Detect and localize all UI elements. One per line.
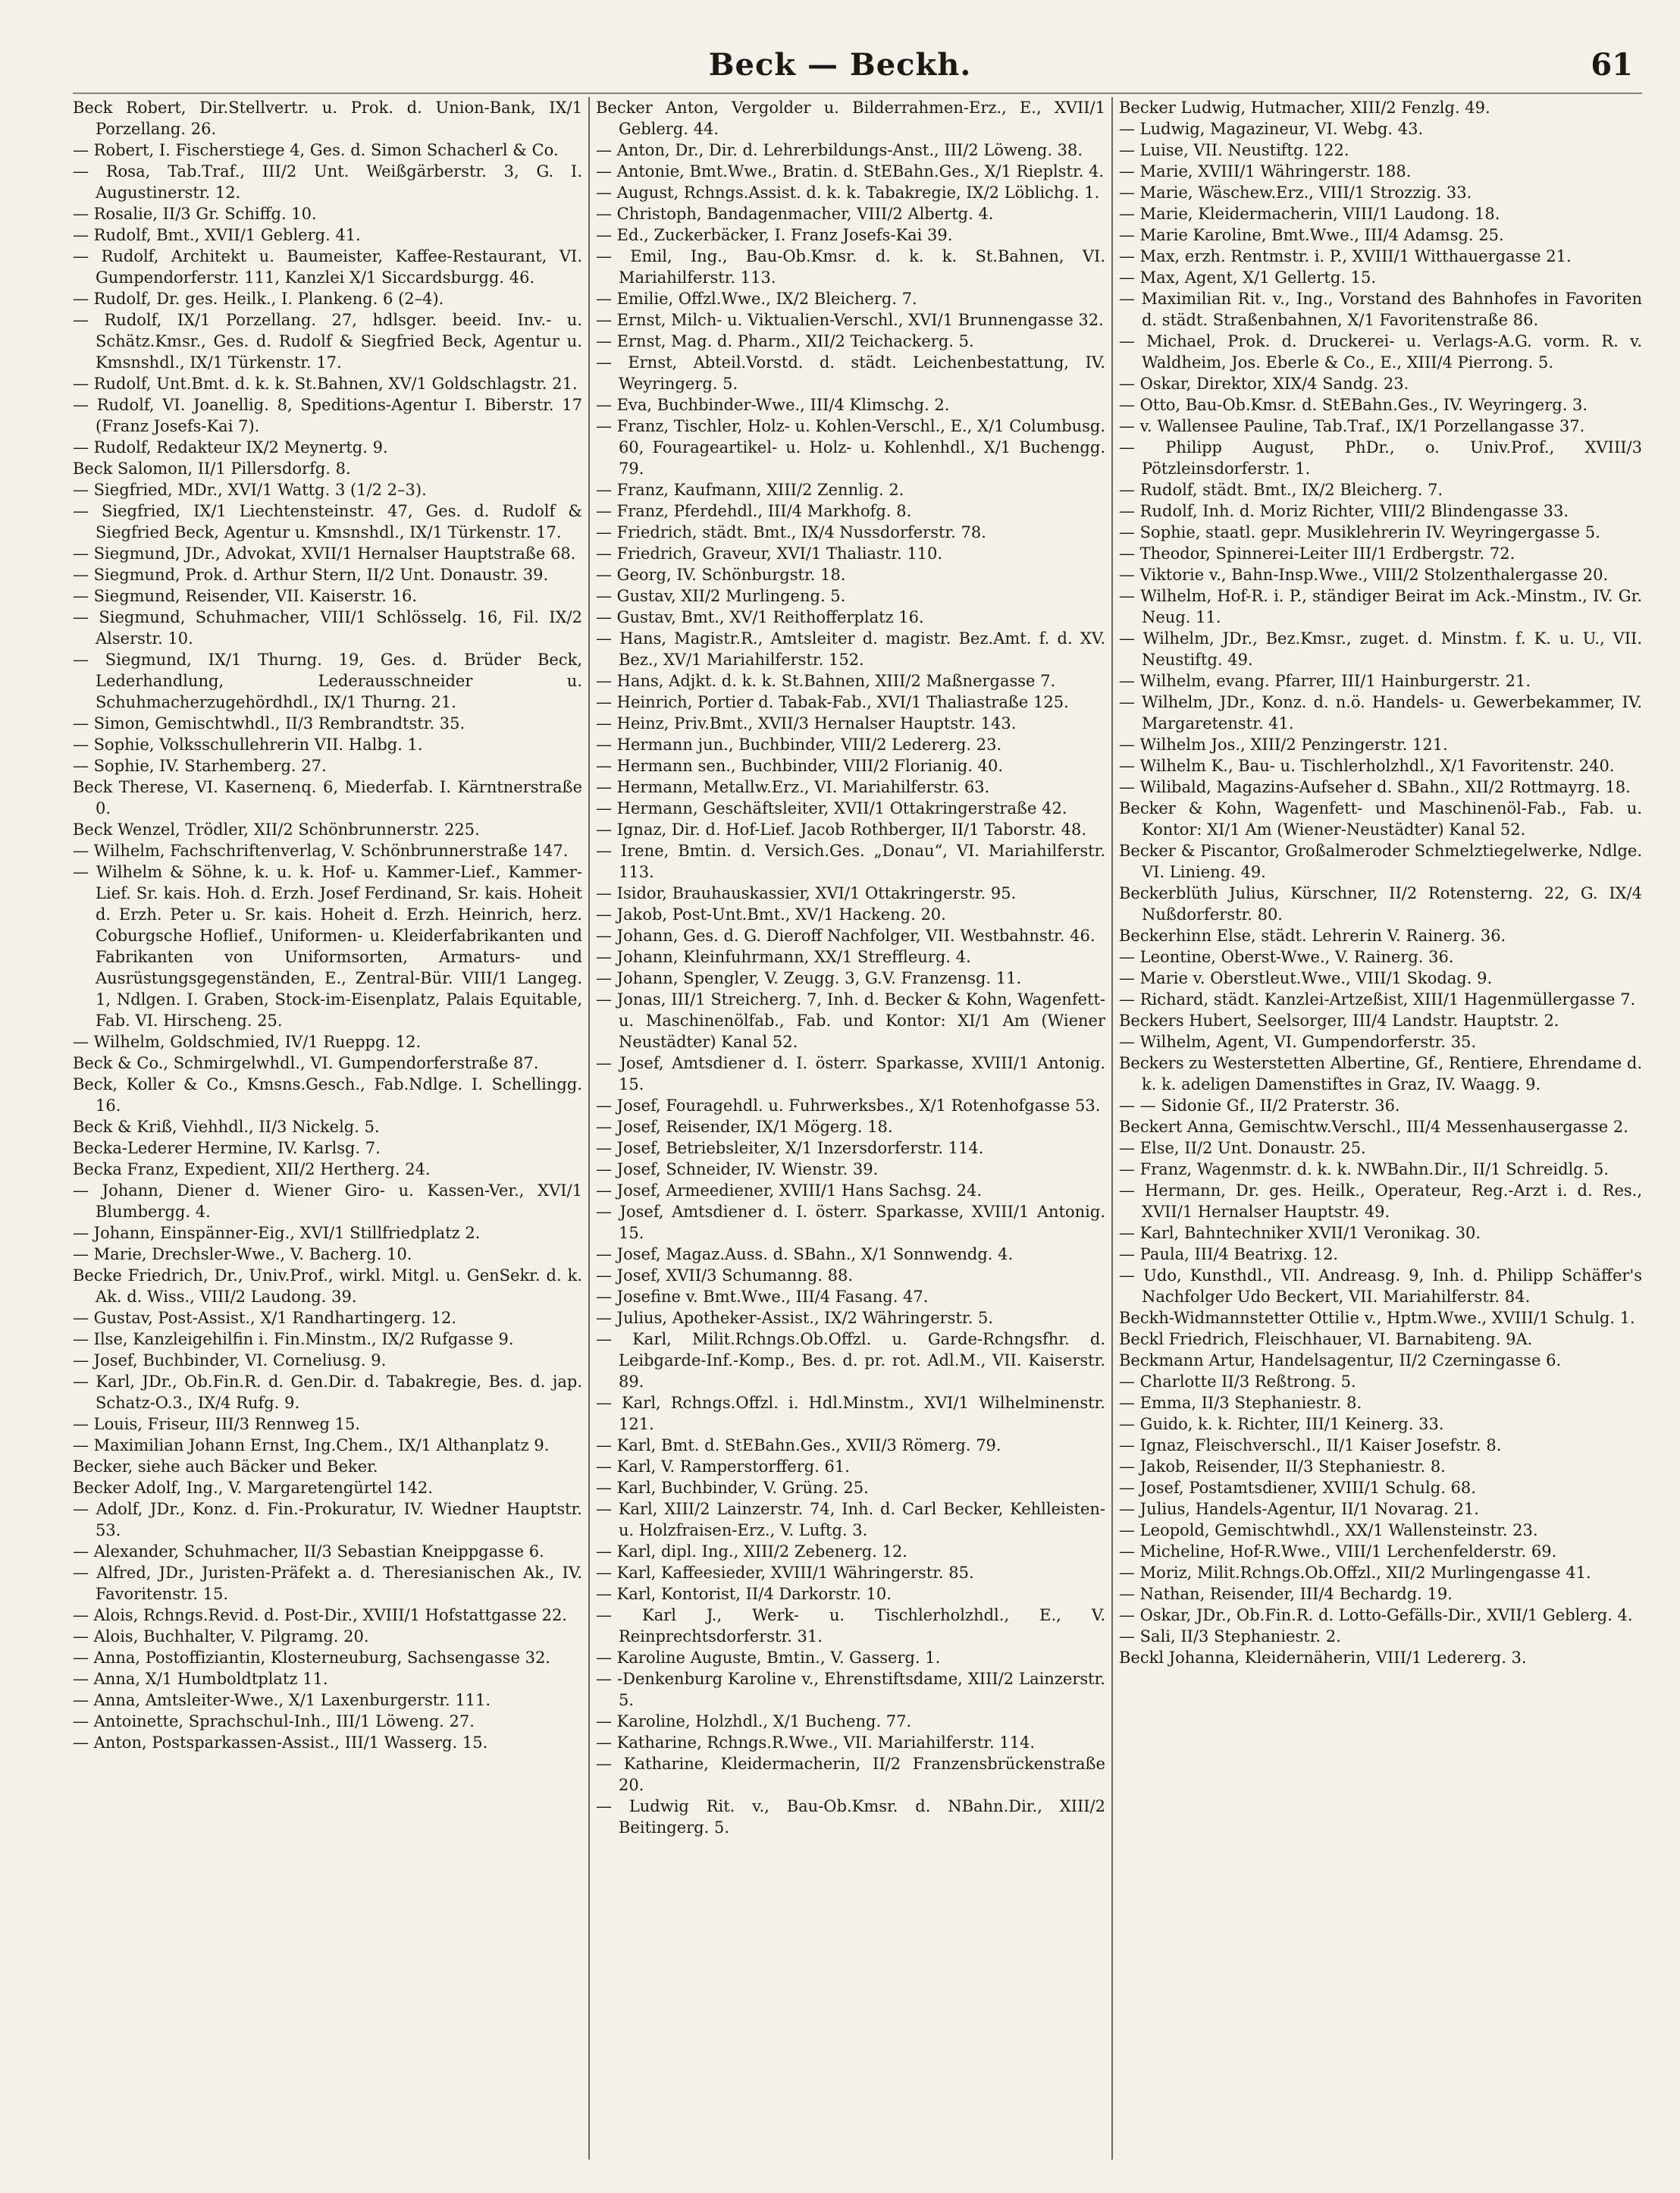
directory-entry: — Julius, Apotheker-Assist., IX/2 Währingerstr. 5. [596, 1309, 993, 1327]
directory-entry: — Otto, Bau-Ob.Kmsr. d. StEBahn.Ges., IV. Weyringerg. 3. [1119, 396, 1588, 414]
directory-entry: Beck Therese, VI. Kasernenq. 6, Miederfab. I. Kärntnerstraße 0. [73, 778, 582, 817]
directory-entry: Beck, Koller & Co., Kmsns.Gesch., Fab.Ndlge. I. Schellingg. 16. [73, 1075, 582, 1115]
directory-entry: — Charlotte II/3 Reßtrong. 5. [1119, 1373, 1356, 1391]
directory-entry: — Anna, Amtsleiter-Wwe., X/1 Laxenburgerstr. 111. [73, 1691, 491, 1709]
directory-entry: — Wilhelm, Hof-R. i. P., ständiger Beirat im Ack.-Minstm., IV. Gr. Neug. 11. [1119, 587, 1642, 626]
directory-entry: — Max, erzh. Rentmstr. i. P., XVIII/1 Witthauergasse 21. [1119, 247, 1572, 265]
directory-entry: — Johann, Spengler, V. Zeugg. 3, G.V. Franzensg. 11. [596, 969, 1022, 987]
directory-entry: Becker & Kohn, Wagenfett- und Maschinenöl-Fab., Fab. u. Kontor: XI/1 Am (Wiener-Neustädter) Kanal 52. [1119, 799, 1642, 839]
directory-entry: Becker Ludwig, Hutmacher, XIII/2 Fenzlg. 49. [1119, 99, 1490, 117]
directory-entry: — Leopold, Gemischtwhdl., XX/1 Wallensteinstr. 23. [1119, 1521, 1538, 1539]
directory-entry: — Louis, Friseur, III/3 Rennweg 15. [73, 1415, 360, 1433]
directory-entry: — Siegmund, Reisender, VII. Kaiserstr. 16. [73, 587, 418, 605]
directory-entry: — Wilhelm & Söhne, k. u. k. Hof- u. Kammer-Lief., Kammer-Lief. Sr. kais. Hoh. d. Erzh. Josef Ferdinand, Sr. kais. Hoheit d. Erzh. Peter u. Sr. kais. Hoheit d. Erzh. Heinrich, herz. Coburgsche Hoflief., Uniformen- u. Kleiderfabrikanten und Fabrikanten von Uniformsorten, Armaturs- und Ausrüstungsgegenständen, E., Zentral-Bür. VIII/1 Langeg. 1, Ndlgen. I. Graben, Stock-im-Eisenplatz, Palais Equitable, Fab. VI. Hirscheng. 25. [73, 863, 582, 1030]
directory-entry: Beck & Co., Schmirgelwhdl., VI. Gumpendorferstraße 87. [73, 1054, 539, 1072]
directory-entry: — Heinz, Priv.Bmt., XVII/3 Hernalser Hauptstr. 143. [596, 714, 1017, 733]
directory-entry: — Ludwig Rit. v., Bau-Ob.Kmsr. d. NBahn.Dir., XIII/2 Beitingerg. 5. [596, 1797, 1105, 1837]
directory-entry: — Emma, II/3 Stephaniestr. 8. [1119, 1394, 1362, 1412]
directory-entry: — Josef, Schneider, IV. Wienstr. 39. [596, 1160, 879, 1178]
directory-entry: — Gustav, Post-Assist., X/1 Randhartingerg. 12. [73, 1309, 457, 1327]
directory-entry: — Josef, Amtsdiener d. I. österr. Sparkasse, XVIII/1 Antonig. 15. [596, 1054, 1105, 1093]
directory-entry: — Luise, VII. Neustiftg. 122. [1119, 141, 1349, 159]
directory-entry: — Siegfried, MDr., XVI/1 Wattg. 3 (1/2 2–3). [73, 481, 427, 499]
column-3 [1119, 97, 1642, 2175]
directory-entry: — August, Rchngs.Assist. d. k. k. Tabakregie, IX/2 Löblichg. 1. [596, 184, 1100, 202]
directory-entry: — Josef, Reisender, IX/1 Mögerg. 18. [596, 1118, 893, 1136]
directory-entry: — Josef, Betriebsleiter, X/1 Inzersdorferstr. 114. [596, 1139, 984, 1157]
directory-entry: — Marie, Wäschew.Erz., VIII/1 Strozzig. 33. [1119, 184, 1472, 202]
directory-entry: — Ernst, Abteil.Vorstd. d. städt. Leichenbestattung, IV. Weyringerg. 5. [596, 353, 1105, 393]
directory-entry: — Anna, Postoffiziantin, Klosterneuburg, Sachsengasse 32. [73, 1649, 550, 1667]
directory-entry: — Ernst, Milch- u. Viktualien-Verschl., XVI/1 Brunnengasse 32. [596, 311, 1104, 329]
directory-entry: — Jonas, III/1 Streicherg. 7, Inh. d. Becker & Kohn, Wagenfett- u. Maschinenölfab., Fab. und Kontor: XI/1 Am (Wiener Neustädter) Kanal 52. [596, 990, 1105, 1051]
directory-entry: — Wilibald, Magazins-Aufseher d. SBahn., XII/2 Rottmayrg. 18. [1119, 778, 1631, 796]
directory-entry: — Anton, Postsparkassen-Assist., III/1 Wasserg. 15. [73, 1733, 488, 1752]
directory-entry: — Ludwig, Magazineur, VI. Webg. 43. [1119, 120, 1424, 138]
directory-entry: — Hermann, Metallw.Erz., VI. Mariahilferstr. 63. [596, 778, 990, 796]
directory-entry: — Josef, Postamtsdiener, XVIII/1 Schulg. 68. [1119, 1479, 1476, 1497]
directory-entry: — Rudolf, Unt.Bmt. d. k. k. St.Bahnen, XV/1 Goldschlagstr. 21. [73, 375, 578, 393]
directory-entry: — Wilhelm K., Bau- u. Tischlerholzhdl., X/1 Favoritenstr. 240. [1119, 757, 1615, 775]
directory-entry: — Hermann jun., Buchbinder, VIII/2 Ledererg. 23. [596, 736, 1002, 754]
directory-entry: — Anton, Dr., Dir. d. Lehrerbildungs-Anst., III/2 Löweng. 38. [596, 141, 1083, 159]
directory-entry: — Johann, Ges. d. G. Dieroff Nachfolger, VII. Westbahnstr. 46. [596, 927, 1095, 945]
directory-entry: — Jakob, Reisender, II/3 Stephaniestr. 8. [1119, 1457, 1446, 1476]
column-2 [596, 97, 1105, 2175]
directory-entry: — Ilse, Kanzleigehilfin i. Fin.Minstm., IX/2 Rufgasse 9. [73, 1330, 514, 1348]
directory-entry: — Moriz, Milit.Rchngs.Ob.Offzl., XII/2 Murlingengasse 41. [1119, 1564, 1591, 1582]
directory-entry: — Maximilian Johann Ernst, Ing.Chem., IX/1 Althanplatz 9. [73, 1436, 550, 1454]
directory-entry: Beck Wenzel, Trödler, XII/2 Schönbrunnerstr. 225. [73, 820, 480, 839]
column-divider [588, 97, 590, 2160]
directory-entry: — Rudolf, städt. Bmt., IX/2 Bleicherg. 7. [1119, 481, 1443, 499]
directory-entry: — Wilhelm Jos., XIII/2 Penzingerstr. 121. [1119, 736, 1448, 754]
directory-entry: — Josef, XVII/3 Schumanng. 88. [596, 1266, 854, 1285]
page-title: Beck — Beckh. [708, 47, 972, 83]
directory-entry: Beckert Anna, Gemischtw.Verschl., III/4 Messenhausergasse 2. [1119, 1118, 1628, 1136]
directory-entry: — Rudolf, Architekt u. Baumeister, Kaffee-Restaurant, VI. Gumpendorferstr. 111, Kanzlei X/1 Siccardsburgg. 46. [73, 247, 582, 287]
directory-entry: — Franz, Kaufmann, XIII/2 Zennlig. 2. [596, 481, 904, 499]
directory-entry: — Josef, Magaz.Auss. d. SBahn., X/1 Sonnwendg. 4. [596, 1245, 1014, 1263]
directory-entry: — Viktorie v., Bahn-Insp.Wwe., VIII/2 Stolzenthalergasse 20. [1119, 566, 1609, 584]
directory-entry: — Marie Karoline, Bmt.Wwe., III/4 Adamsg. 25. [1119, 226, 1504, 244]
directory-entry: — Emilie, Offzl.Wwe., IX/2 Bleicherg. 7. [596, 290, 917, 308]
directory-entry: — — Sidonie Gf., II/2 Praterstr. 36. [1119, 1096, 1400, 1115]
directory-entry: Beckh-Widmannstetter Ottilie v., Hptm.Wwe., XVIII/1 Schulg. 1. [1119, 1309, 1635, 1327]
directory-entry: — Wilhelm, evang. Pfarrer, III/1 Hainburgerstr. 21. [1119, 672, 1531, 690]
directory-entry: — Hans, Adjkt. d. k. k. St.Bahnen, XIII/2 Maßnergasse 7. [596, 672, 1056, 690]
directory-entry: — Irene, Bmtin. d. Versich.Ges. „Donau“, VI. Mariahilferstr. 113. [596, 842, 1105, 881]
directory-entry: Becker Anton, Vergolder u. Bilderrahmen-Erz., E., XVII/1 Geblerg. 44. [596, 99, 1105, 138]
directory-entry: — Gustav, Bmt., XV/1 Reithofferplatz 16. [596, 608, 924, 626]
page-number: 61 [1591, 47, 1633, 83]
directory-entry: — Josef, Armeediener, XVIII/1 Hans Sachsg. 24. [596, 1181, 982, 1200]
directory-entry: Beck Salomon, II/1 Pillersdorfg. 8. [73, 460, 351, 478]
directory-entry: — Leontine, Oberst-Wwe., V. Rainerg. 36. [1119, 948, 1454, 966]
directory-entry: — Isidor, Brauhauskassier, XVI/1 Ottakringerstr. 95. [596, 884, 1017, 902]
directory-entry: — Hermann sen., Buchbinder, VIII/2 Florianig. 40. [596, 757, 1004, 775]
directory-entry: — Siegmund, Schuhmacher, VIII/1 Schlösselg. 16, Fil. IX/2 Alserstr. 10. [73, 608, 582, 648]
directory-entry: Beckers Hubert, Seelsorger, III/4 Landstr. Hauptstr. 2. [1119, 1012, 1559, 1030]
directory-entry: — Josef, Fouragehdl. u. Fuhrwerksbes., X/1 Rotenhofgasse 53. [596, 1096, 1101, 1115]
directory-entry: — Guido, k. k. Richter, III/1 Keinerg. 33. [1119, 1415, 1444, 1433]
directory-entry: — Rudolf, Inh. d. Moriz Richter, VIII/2 Blindengasse 33. [1119, 502, 1569, 520]
directory-entry: — Alfred, JDr., Juristen-Präfekt a. d. Theresianischen Ak., IV. Favoritenstr. 15. [73, 1564, 582, 1603]
directory-entry: Becka-Lederer Hermine, IV. Karlsg. 7. [73, 1139, 381, 1157]
directory-entry: — Johann, Kleinfuhrmann, XX/1 Streffleurg. 4. [596, 948, 971, 966]
directory-entry: — Gustav, XII/2 Murlingeng. 5. [596, 587, 846, 605]
directory-entry: — Josefine v. Bmt.Wwe., III/4 Fasang. 47. [596, 1288, 929, 1306]
directory-entry: — Siegfried, IX/1 Liechtensteinstr. 47, Ges. d. Rudolf & Siegfried Beck, Agentur u. Kmsnshdl., IX/1 Türkenstr. 17. [73, 502, 582, 541]
directory-entry: — Robert, I. Fischerstiege 4, Ges. d. Simon Schacherl & Co. [73, 141, 559, 159]
directory-entry: — v. Wallensee Pauline, Tab.Traf., IX/1 Porzellangasse 37. [1119, 417, 1585, 435]
directory-entry: — Antonie, Bmt.Wwe., Bratin. d. StEBahn.Ges., X/1 Rieplstr. 4. [596, 162, 1105, 180]
directory-entry: Becka Franz, Expedient, XII/2 Hertherg. 24. [73, 1160, 431, 1178]
directory-entry: — Karl, Kontorist, II/4 Darkorstr. 10. [596, 1585, 892, 1603]
directory-entry: — Jakob, Post-Unt.Bmt., XV/1 Hackeng. 20. [596, 905, 946, 924]
directory-entry: Beckl Friedrich, Fleischhauer, VI. Barnabiteng. 9A. [1119, 1330, 1533, 1348]
directory-entry: — Karl, V. Ramperstorfferg. 61. [596, 1457, 850, 1476]
directory-entry: — Siegmund, JDr., Advokat, XVII/1 Hernalser Hauptstraße 68. [73, 544, 576, 563]
directory-entry: — Paula, III/4 Beatrixg. 12. [1119, 1245, 1339, 1263]
running-head [0, 44, 1680, 89]
directory-entry: — Johann, Einspänner-Eig., XVI/1 Stillfriedplatz 2. [73, 1224, 481, 1242]
directory-entry: — Ed., Zuckerbäcker, I. Franz Josefs-Kai 39. [596, 226, 953, 244]
directory-entry: — Julius, Handels-Agentur, II/1 Novarag. 21. [1119, 1500, 1479, 1518]
directory-entry: — Karl J., Werk- u. Tischlerholzhdl., E., V. Reinprechtsdorferstr. 31. [596, 1606, 1105, 1646]
directory-entry: — Alexander, Schuhmacher, II/3 Sebastian Kneippgasse 6. [73, 1542, 544, 1561]
directory-entry: — Wilhelm, JDr., Bez.Kmsr., zuget. d. Minstm. f. K. u. U., VII. Neustiftg. 49. [1119, 629, 1642, 669]
directory-entry: — Rudolf, Bmt., XVII/1 Geblerg. 41. [73, 226, 361, 244]
directory-entry: — Karl, Kaffeesieder, XVIII/1 Währingerstr. 85. [596, 1564, 974, 1582]
directory-entry: — Katharine, Kleidermacherin, II/2 Franzensbrückenstraße 20. [596, 1755, 1105, 1794]
directory-entry: — Marie, Kleidermacherin, VIII/1 Laudong. 18. [1119, 205, 1500, 223]
column-1 [73, 97, 582, 2175]
directory-entry: — Richard, städt. Kanzlei-Artzeßist, XIII/1 Hagenmüllergasse 7. [1119, 990, 1636, 1009]
directory-entry: — Josef, Buchbinder, VI. Corneliusg. 9. [73, 1351, 387, 1369]
directory-entry: — Sali, II/3 Stephaniestr. 2. [1119, 1627, 1341, 1646]
directory-entry: — Wilhelm, Agent, VI. Gumpendorferstr. 35. [1119, 1033, 1477, 1051]
directory-entry: — Ignaz, Fleischverschl., II/1 Kaiser Josefstr. 8. [1119, 1436, 1502, 1454]
directory-entry: Beckerhinn Else, städt. Lehrerin V. Rainerg. 36. [1119, 927, 1506, 945]
directory-entry: — Oskar, Direktor, XIX/4 Sandg. 23. [1119, 375, 1409, 393]
directory-entry: — Georg, IV. Schönburgstr. 18. [596, 566, 846, 584]
directory-entry: — Wilhelm, JDr., Konz. d. n.ö. Handels- u. Gewerbekammer, IV. Margaretenstr. 41. [1119, 693, 1642, 733]
directory-entry: — Anna, X/1 Humboldtplatz 11. [73, 1670, 328, 1688]
directory-entry: — Rudolf, Redakteur IX/2 Meynertg. 9. [73, 438, 388, 456]
directory-entry: — Philipp August, PhDr., o. Univ.Prof., XVIII/3 Pötzleinsdorferstr. 1. [1119, 438, 1642, 478]
directory-entry: — Marie, Drechsler-Wwe., V. Bacherg. 10. [73, 1245, 412, 1263]
directory-entry: — Christoph, Bandagenmacher, VIII/2 Albertg. 4. [596, 205, 994, 223]
directory-entry: — Katharine, Rchngs.R.Wwe., VII. Mariahilferstr. 114. [596, 1733, 1036, 1752]
directory-entry: — Heinrich, Portier d. Tabak-Fab., XVI/1 Thaliastraße 125. [596, 693, 1069, 711]
directory-entry: — Sophie, Volksschullehrerin VII. Halbg. 1. [73, 736, 423, 754]
directory-entry: — Sophie, staatl. gepr. Musiklehrerin IV. Weyringergasse 5. [1119, 523, 1600, 541]
directory-entry: Beck Robert, Dir.Stellvertr. u. Prok. d. Union-Bank, IX/1 Porzellang. 26. [73, 99, 582, 138]
directory-entry: Beckers zu Westerstetten Albertine, Gf., Rentiere, Ehrendame d. k. k. adeligen Damenstiftes in Graz, IV. Waagg. 9. [1119, 1054, 1642, 1093]
directory-entry: — Franz, Pferdehdl., III/4 Markhofg. 8. [596, 502, 912, 520]
directory-entry: Becker Adolf, Ing., V. Margaretengürtel 142. [73, 1479, 433, 1497]
directory-entry: — Siegmund, IX/1 Thurng. 19, Ges. d. Brüder Beck, Lederhandlung, Lederausschneider u. Schuhmacherzugehördhdl., IX/1 Thurng. 21. [73, 651, 582, 711]
directory-entry: Becker, siehe auch Bäcker und Beker. [73, 1457, 378, 1476]
directory-entry: — Karl, Buchbinder, V. Grüng. 25. [596, 1479, 869, 1497]
directory-entry: — Karl, Milit.Rchngs.Ob.Offzl. u. Garde-Rchngsfhr. d. Leibgarde-Inf.-Komp., Bes. d. pr. rot. Adl.M., VII. Kaiserstr. 89. [596, 1330, 1105, 1391]
directory-entry: — Sophie, IV. Starhemberg. 27. [73, 757, 327, 775]
directory-entry: — Karl, Rchngs.Offzl. i. Hdl.Minstm., XVI/1 Wilhelminenstr. 121. [596, 1394, 1105, 1433]
directory-entry: — Rosa, Tab.Traf., III/2 Unt. Weißgärberstr. 3, G. I. Augustinerstr. 12. [73, 162, 582, 202]
directory-entry: — Ernst, Mag. d. Pharm., XII/2 Teichackerg. 5. [596, 332, 974, 350]
directory-entry: — Else, II/2 Unt. Donaustr. 25. [1119, 1139, 1366, 1157]
directory-entry: — Wilhelm, Fachschriftenverlag, V. Schönbrunnerstraße 147. [73, 842, 569, 860]
directory-entry: — Theodor, Spinnerei-Leiter III/1 Erdbergstr. 72. [1119, 544, 1515, 563]
directory-entry: — Antoinette, Sprachschul-Inh., III/1 Löweng. 27. [73, 1712, 475, 1730]
directory-entry: — Wilhelm, Goldschmied, IV/1 Rueppg. 12. [73, 1033, 422, 1051]
directory-entry: — Karl, Bahntechniker XVII/1 Veronikag. 30. [1119, 1224, 1481, 1242]
directory-entry: — Johann, Diener d. Wiener Giro- u. Kassen-Ver., XVI/1 Blumbergg. 4. [73, 1181, 582, 1221]
directory-entry: — Karl, JDr., Ob.Fin.R. d. Gen.Dir. d. Tabakregie, Bes. d. jap. Schatz-O.3., IX/4 Rufg. 9. [73, 1373, 582, 1412]
directory-entry: — Karoline, Holzhdl., X/1 Bucheng. 77. [596, 1712, 912, 1730]
directory-entry: — Friedrich, städt. Bmt., IX/4 Nussdorferstr. 78. [596, 523, 986, 541]
directory-entry: — Karl, XIII/2 Lainzerstr. 74, Inh. d. Carl Becker, Kehlleisten- u. Holzfraisen-Erz., V. Luftg. 3. [596, 1500, 1105, 1539]
directory-entry: Beck & Kriß, Viehhdl., II/3 Nickelg. 5. [73, 1118, 380, 1136]
directory-entry: Becker & Piscantor, Großalmeroder Schmelztiegelwerke, Ndlge. VI. Linieng. 49. [1119, 842, 1642, 881]
directory-entry: — Karl, Bmt. d. StEBahn.Ges., XVII/3 Römerg. 79. [596, 1436, 1001, 1454]
directory-entry: — Marie v. Oberstleut.Wwe., VIII/1 Skodag. 9. [1119, 969, 1493, 987]
directory-entry: Beckmann Artur, Handelsagentur, II/2 Czerningasse 6. [1119, 1351, 1562, 1369]
directory-entry: — Emil, Ing., Bau-Ob.Kmsr. d. k. k. St.Bahnen, VI. Mariahilferstr. 113. [596, 247, 1105, 287]
directory-entry: — Josef, Amtsdiener d. I. österr. Sparkasse, XVIII/1 Antonig. 15. [596, 1203, 1105, 1242]
directory-entry: — Simon, Gemischtwhdl., II/3 Rembrandtstr. 35. [73, 714, 465, 733]
column-divider [1111, 97, 1113, 2160]
directory-entry: — Rudolf, Dr. ges. Heilk., I. Plankeng. 6 (2–4). [73, 290, 444, 308]
directory-entry: Beckerblüth Julius, Kürschner, II/2 Rotensterng. 22, G. IX/4 Nußdorferstr. 80. [1119, 884, 1642, 924]
directory-entry: — Siegmund, Prok. d. Arthur Stern, II/2 Unt. Donaustr. 39. [73, 566, 549, 584]
directory-entry: — Eva, Buchbinder-Wwe., III/4 Klimschg. 2. [596, 396, 950, 414]
directory-entry: Becke Friedrich, Dr., Univ.Prof., wirkl. Mitgl. u. GenSekr. d. k. Ak. d. Wiss., VIII/2 Laudong. 39. [73, 1266, 582, 1306]
directory-entry: — Ignaz, Dir. d. Hof-Lief. Jacob Rothberger, II/1 Taborstr. 48. [596, 820, 1087, 839]
directory-entry: — Franz, Wagenmstr. d. k. k. NWBahn.Dir., II/1 Schreidlg. 5. [1119, 1160, 1609, 1178]
directory-entry: — Udo, Kunsthdl., VII. Andreasg. 9, Inh. d. Philipp Schäffer's Nachfolger Udo Beckert, VII. Mariahilferstr. 84. [1119, 1266, 1642, 1306]
directory-entry: — Hans, Magistr.R., Amtsleiter d. magistr. Bez.Amt. f. d. XV. Bez., XV/1 Mariahilferstr. 152. [596, 629, 1105, 669]
directory-entry: — Friedrich, Graveur, XVI/1 Thaliastr. 110. [596, 544, 943, 563]
directory-entry: — Maximilian Rit. v., Ing., Vorstand des Bahnhofes in Favoriten d. städt. Straßenbahnen, X/1 Favoritenstraße 86. [1119, 290, 1642, 329]
directory-entry: — -Denkenburg Karoline v., Ehrenstiftsdame, XIII/2 Lainzerstr. 5. [596, 1670, 1105, 1709]
directory-entry: — Alois, Rchngs.Revid. d. Post-Dir., XVIII/1 Hofstattgasse 22. [73, 1606, 567, 1624]
directory-entry: — Franz, Tischler, Holz- u. Kohlen-Verschl., E., X/1 Columbusg. 60, Fourageartikel- u. Holz- u. Kohlenhdl., X/1 Buchengg. 79. [596, 417, 1105, 478]
header-rule [73, 93, 1642, 94]
directory-entry: — Michael, Prok. d. Druckerei- u. Verlags-A.G. vorm. R. v. Waldheim, Jos. Eberle & Co., E., XIII/4 Pierrong. 5. [1119, 332, 1642, 372]
directory-entry: — Micheline, Hof-R.Wwe., VIII/1 Lerchenfelderstr. 69. [1119, 1542, 1557, 1561]
directory-entry: — Hermann, Geschäftsleiter, XVII/1 Ottakringerstraße 42. [596, 799, 1067, 817]
directory-entry: — Karoline Auguste, Bmtin., V. Gasserg. 1. [596, 1649, 941, 1667]
directory-entry: — Karl, dipl. Ing., XIII/2 Zebenerg. 12. [596, 1542, 907, 1561]
directory-entry: — Hermann, Dr. ges. Heilk., Operateur, Reg.-Arzt i. d. Res., XVII/1 Hernalser Hauptstr. 49. [1119, 1181, 1642, 1221]
directory-entry: Beckl Johanna, Kleidernäherin, VIII/1 Ledererg. 3. [1119, 1649, 1527, 1667]
directory-entry: — Nathan, Reisender, III/4 Bechardg. 19. [1119, 1585, 1453, 1603]
directory-entry: — Rudolf, VI. Joanellig. 8, Speditions-Agentur I. Biberstr. 17 (Franz Josefs-Kai 7). [73, 396, 582, 435]
directory-entry: — Max, Agent, X/1 Gellertg. 15. [1119, 268, 1377, 287]
directory-entry: — Rudolf, IX/1 Porzellang. 27, hdlsger. beeid. Inv.- u. Schätz.Kmsr., Ges. d. Rudolf & Siegfried Beck, Agentur u. Kmsnshdl., IX/1 Türkenstr. 17. [73, 311, 582, 372]
directory-entry: — Marie, XVIII/1 Währingerstr. 188. [1119, 162, 1412, 180]
directory-entry: — Oskar, JDr., Ob.Fin.R. d. Lotto-Gefälls-Dir., XVII/1 Geblerg. 4. [1119, 1606, 1633, 1624]
directory-entry: — Alois, Buchhalter, V. Pilgramg. 20. [73, 1627, 369, 1646]
directory-entry: — Adolf, JDr., Konz. d. Fin.-Prokuratur, IV. Wiedner Hauptstr. 53. [73, 1500, 582, 1539]
directory-entry: — Rosalie, II/3 Gr. Schiffg. 10. [73, 205, 317, 223]
